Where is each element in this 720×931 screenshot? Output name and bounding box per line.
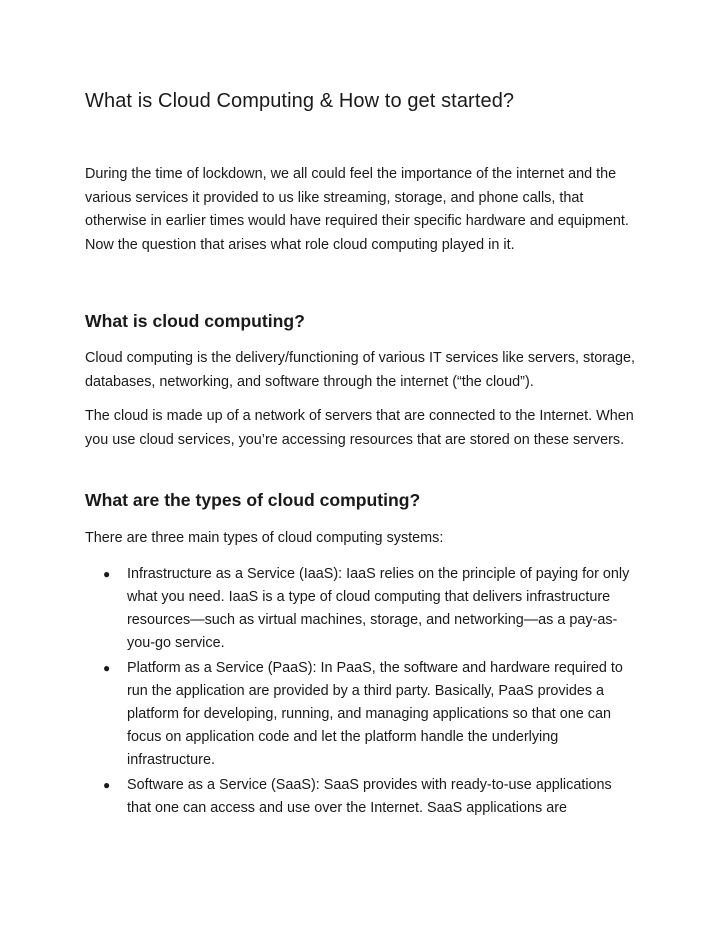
document-title: What is Cloud Computing & How to get started? (85, 90, 515, 112)
network-paragraph: The cloud is made up of a network of servers that are connected to the Internet. When you use cloud services, you’re accessing resources that are stored on these servers. (85, 408, 634, 448)
list-item-text: Infrastructure as a Service (IaaS): IaaS relies on the principle of paying for only what you need. IaaS is a type of cloud computing that delivers infrastructure resources—such as virtual machines, storage, and networking—as a pay-as-you-go service. (127, 566, 630, 651)
types-bullet-list (85, 563, 637, 822)
bullet-icon: ● (103, 778, 111, 792)
list-item-iaas (85, 563, 637, 655)
bullet-icon: ● (103, 661, 111, 675)
list-item-paas (85, 657, 637, 772)
intro-paragraph: During the time of lockdown, we all could feel the importance of the internet and the various services it provided to us like streaming, storage, and phone calls, that otherwise in earlier times would have required their specific hardware and equipment. Now the question that arises what role cloud computing played in it. (85, 166, 629, 253)
bullet-icon: ● (103, 567, 111, 581)
list-item-text: Platform as a Service (PaaS): In PaaS, the software and hardware required to run the application are provided by a third party. Basically, PaaS provides a platform for developing, running, and managing applications so that one can focus on application code and let the platform handle the underlying infrastructure. (127, 660, 623, 768)
list-item-saas (85, 774, 637, 820)
types-intro-paragraph: There are three main types of cloud computing systems: (85, 530, 444, 546)
definition-paragraph: Cloud computing is the delivery/functioning of various IT services like servers, storage, databases, networking, and software through the internet (“the cloud”). (85, 350, 636, 390)
section-heading-types: What are the types of cloud computing? (85, 490, 421, 510)
list-item-text: Software as a Service (SaaS): SaaS provides with ready-to-use applications that one can access and use over the Internet. SaaS applications are (127, 777, 612, 816)
section-heading-what-is: What is cloud computing? (85, 311, 305, 331)
